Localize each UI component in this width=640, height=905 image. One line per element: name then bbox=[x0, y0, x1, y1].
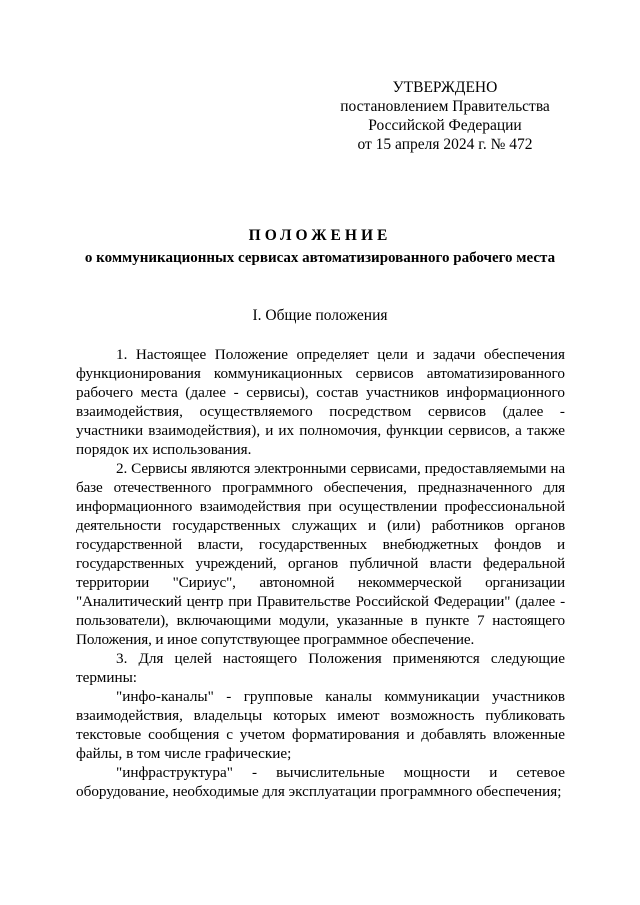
approval-heading: УТВЕРЖДЕНО bbox=[392, 79, 498, 96]
approval-line-1: постановлением Правительства bbox=[340, 98, 550, 115]
paragraph-5: "инфраструктура" - вычислительные мощности и сетевое оборудование, необходимые для эксплуатации программного обеспечения; bbox=[76, 764, 565, 800]
approval-line-2: Российской Федерации bbox=[368, 117, 522, 134]
document-title: ПОЛОЖЕНИЕ bbox=[248, 227, 392, 244]
paragraph-2: 2. Сервисы являются электронными сервисами, предоставляемыми на базе отечественного программного обеспечения, предназначенного для информационного взаимодействия при осуществлении профессиональной деятельности государственных служащих и (или) работников органов государственной власти, государственных внебюджетных фондов и государственных учреждений, органов публичной власти федеральной территории "Сириус", автономной некоммерческой организации "Аналитический центр при Правительстве Российской Федерации" (далее - пользователи), включающими модули, указанные в пункте 7 настоящего Положения, и иное сопутствующее программное обеспечение. bbox=[76, 460, 565, 648]
paragraph-3: 3. Для целей настоящего Положения применяются следующие термины: bbox=[76, 650, 565, 686]
document-body bbox=[76, 345, 565, 801]
approval-line-3: от 15 апреля 2024 г. № 472 bbox=[357, 136, 533, 153]
approval-stamp bbox=[320, 78, 570, 154]
paragraph-1: 1. Настоящее Положение определяет цели и задачи обеспечения функционирования коммуникационных сервисов автоматизированного рабочего места (далее - сервисы), состав участников информационного взаимодействия, осуществляемого посредством сервисов (далее - участники взаимодействия), и их полномочия, функции сервисов, а также порядок их использования. bbox=[76, 346, 565, 458]
document-subtitle: о коммуникационных сервисах автоматизированного рабочего места bbox=[84, 250, 556, 266]
paragraph-4: "инфо-каналы" - групповые каналы коммуникации участников взаимодействия, владельцы которых имеют возможность публиковать текстовые сообщения с учетом форматирования и добавлять вложенные файлы, в том числе графические; bbox=[76, 688, 565, 762]
section-title: I. Общие положения bbox=[252, 307, 388, 324]
